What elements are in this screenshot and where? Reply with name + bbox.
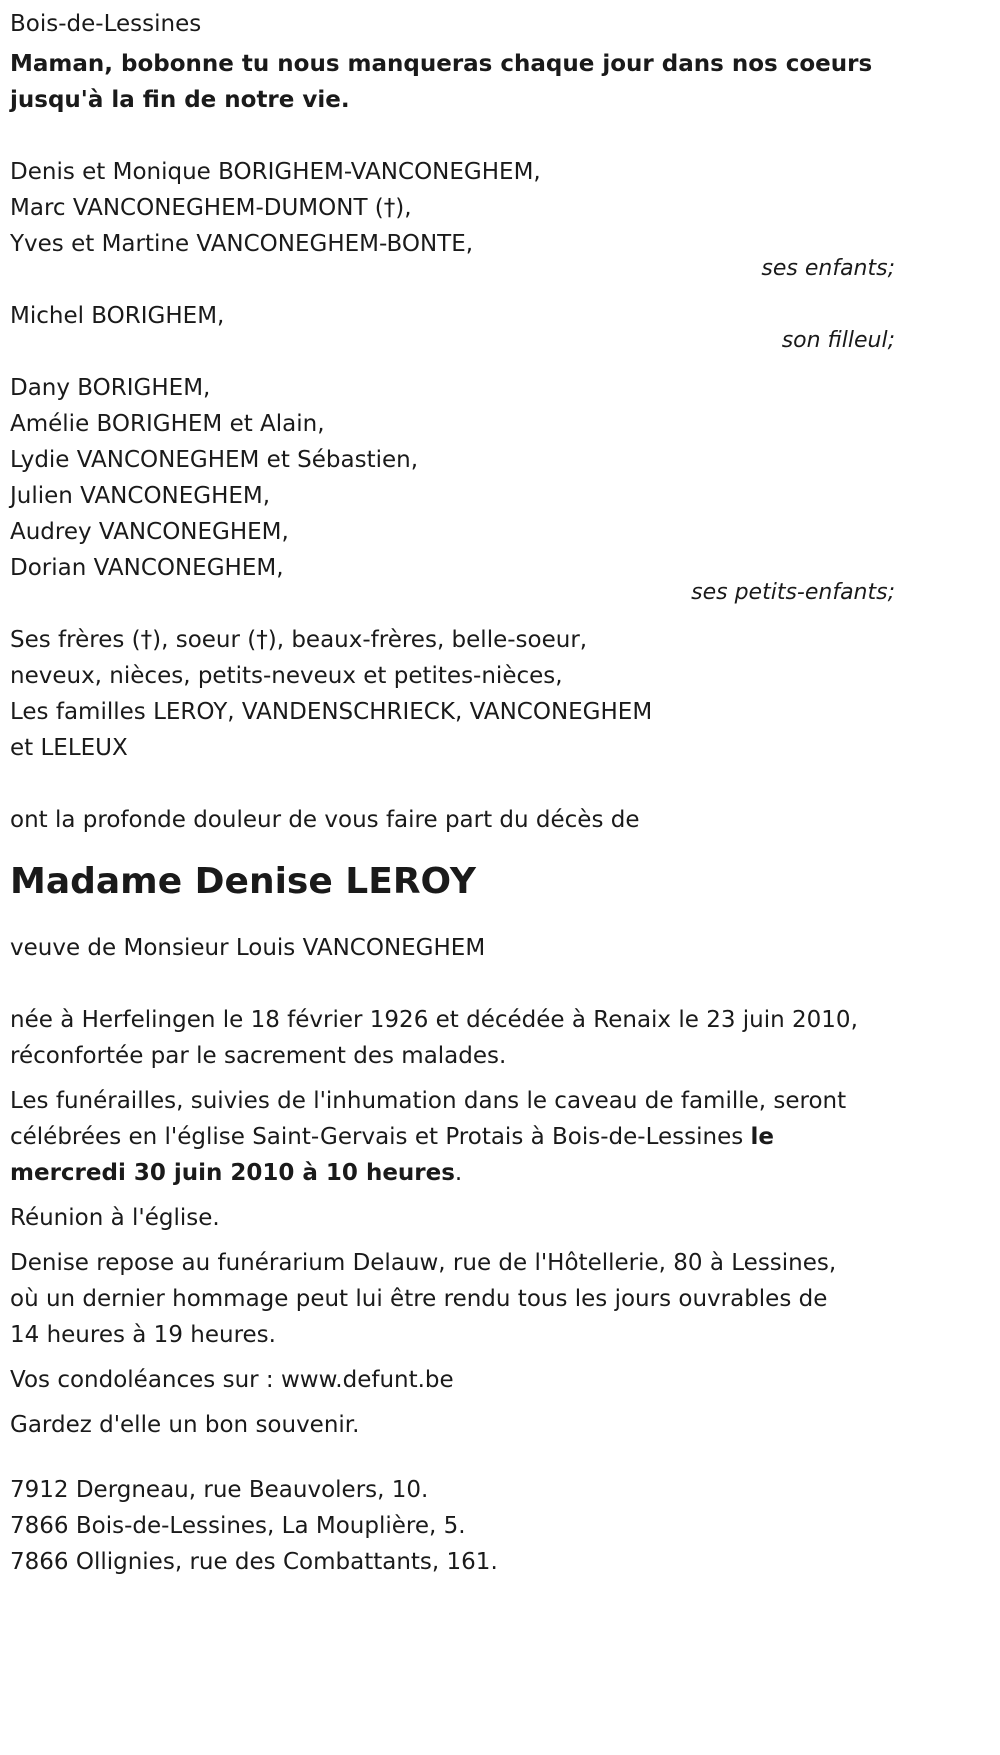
relation-label: ses enfants;	[761, 256, 895, 281]
mourner-name: Marc VANCONEGHEM-DUMONT (†),	[10, 195, 412, 221]
epitaph	[10, 46, 895, 118]
funeral-date: mercredi 30 juin 2010 à 10 heures	[10, 1160, 455, 1186]
widow-of: veuve de Monsieur Louis VANCONEGHEM	[10, 935, 486, 961]
address-line: 7866 Bois-de-Lessines, La Mouplière, 5.	[10, 1513, 466, 1539]
condolences-line: Vos condoléances sur : www.defunt.be	[10, 1367, 454, 1393]
mourner-name: Yves et Martine VANCONEGHEM-BONTE,	[10, 231, 474, 257]
family-line: Les familles LEROY, VANDENSCHRIECK, VANCONEGHEM	[10, 699, 653, 725]
remember-line: Gardez d'elle un bon souvenir.	[10, 1412, 360, 1438]
addresses	[10, 1472, 895, 1580]
deceased-name: Madame Denise LEROY	[10, 861, 476, 902]
funeral-line: Les funérailles, suivies de l'inhumation dans le caveau de famille, seront	[10, 1088, 847, 1114]
funeral-church: célébrées en l'église Saint-Gervais et Protais à Bois-de-Lessines	[10, 1124, 751, 1150]
rest-paragraph	[10, 1245, 895, 1353]
funeral-date-end: .	[454, 1160, 463, 1186]
funeral-line	[10, 1119, 895, 1155]
epitaph-line: jusqu'à la fin de notre vie.	[10, 87, 350, 113]
funeral-line	[10, 1155, 895, 1191]
rest-line: 14 heures à 19 heures.	[10, 1322, 276, 1348]
godson-group	[10, 298, 895, 352]
family-line: et LELEUX	[10, 735, 128, 761]
relation-label: son filleul;	[781, 328, 895, 353]
relation-label: ses petits-enfants;	[691, 580, 895, 605]
mourner-name: Amélie BORIGHEM et Alain,	[10, 411, 325, 437]
grandchildren-group	[10, 370, 895, 604]
announcement: ont la profonde douleur de vous faire part du décès de	[10, 807, 640, 833]
funeral-date-start: le	[750, 1124, 775, 1150]
place-name: Bois-de-Lessines	[10, 11, 202, 37]
mourner-name: Audrey VANCONEGHEM,	[10, 519, 289, 545]
epitaph-line: Maman, bobonne tu nous manqueras chaque jour dans nos coeurs	[10, 51, 873, 77]
address-line: 7912 Dergneau, rue Beauvolers, 10.	[10, 1477, 429, 1503]
address-line: 7866 Ollignies, rue des Combattants, 161.	[10, 1549, 498, 1575]
mourner-name: Dorian VANCONEGHEM,	[10, 555, 284, 581]
meeting-note: Réunion à l'église.	[10, 1205, 220, 1231]
birth-death-line: réconfortée par le sacrement des malades.	[10, 1043, 507, 1069]
rest-line: Denise repose au funérarium Delauw, rue de l'Hôtellerie, 80 à Lessines,	[10, 1250, 837, 1276]
family-line: neveux, nièces, petits-neveux et petites-nièces,	[10, 663, 563, 689]
rest-line: où un dernier hommage peut lui être rendu tous les jours ouvrables de	[10, 1286, 828, 1312]
family-line: Ses frères (†), soeur (†), beaux-frères, belle-soeur,	[10, 627, 588, 653]
birth-death-line: née à Herfelingen le 18 février 1926 et décédée à Renaix le 23 juin 2010,	[10, 1007, 858, 1033]
children-group	[10, 154, 895, 280]
mourner-name: Lydie VANCONEGHEM et Sébastien,	[10, 447, 419, 473]
extended-family	[10, 622, 895, 766]
mourner-name: Julien VANCONEGHEM,	[10, 483, 271, 509]
birth-death-paragraph	[10, 1002, 895, 1074]
funeral-paragraph	[10, 1083, 895, 1191]
mourner-name: Michel BORIGHEM,	[10, 303, 225, 329]
mourner-name: Denis et Monique BORIGHEM-VANCONEGHEM,	[10, 159, 541, 185]
mourner-name: Dany BORIGHEM,	[10, 375, 211, 401]
